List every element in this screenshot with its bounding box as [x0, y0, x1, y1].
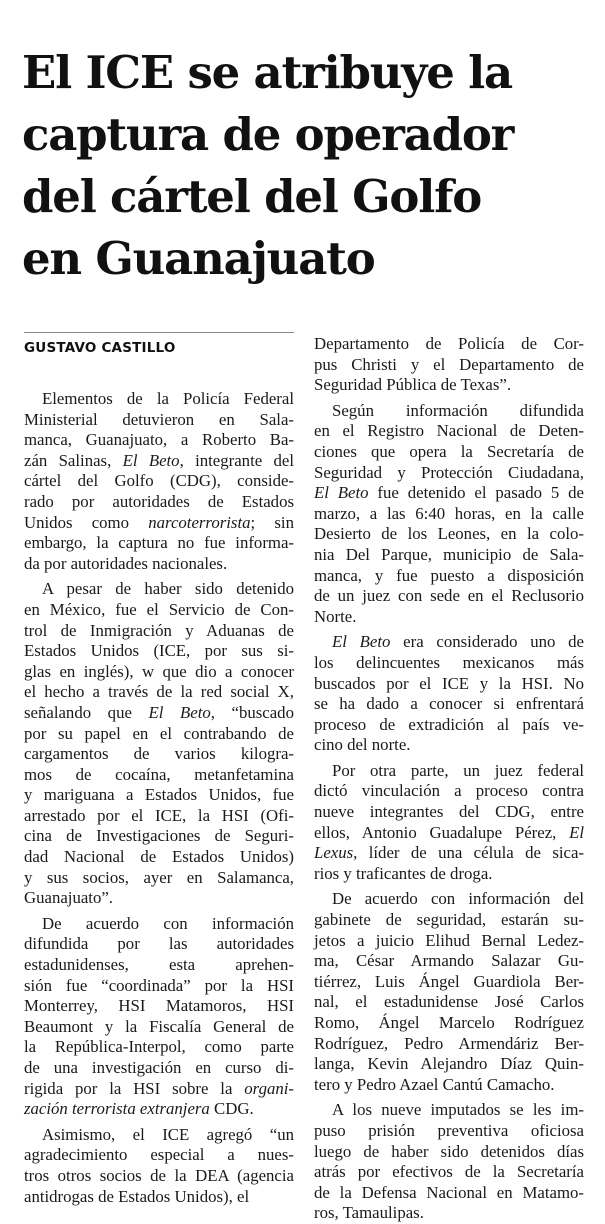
text-line: [314, 442, 584, 463]
text-run: gabinete de seguridad, estarán su-: [314, 910, 584, 930]
text-line: [24, 513, 294, 534]
text-run: nal, el estadunidense José Carlos: [314, 992, 584, 1012]
text-run: antidrogas de Estados Unidos), el: [24, 1186, 250, 1206]
italic-text-run: El Beto: [122, 450, 180, 470]
text-run: luego de haber sido detenidos días: [314, 1141, 584, 1161]
text-line: [24, 806, 294, 827]
text-line: [24, 1058, 294, 1079]
text-line: [24, 641, 294, 662]
text-run: estadunidenses, esta aprehen-: [24, 955, 294, 975]
text-line: [24, 471, 294, 492]
italic-text-run: zación terrorista extranjera: [24, 1099, 210, 1119]
text-run: Guanajuato”.: [24, 888, 113, 908]
text-line: [24, 600, 294, 621]
headline: [22, 42, 597, 290]
text-run: nueve integrantes del CDG, entre: [314, 802, 584, 822]
text-line: [24, 1079, 294, 1100]
text-run: glas en inglés), w que dio a conocer: [24, 661, 294, 681]
text-run: en México, fue el Servicio de Con-: [24, 599, 294, 619]
text-line: [314, 694, 584, 715]
paragraph: [314, 1100, 584, 1224]
text-run: buscados por el ICE y la HSI. No: [314, 673, 584, 693]
text-line: [24, 976, 294, 997]
text-run: agradecimiento especial a nues-: [24, 1145, 294, 1165]
text-run: se ha dado a conocer si enfrentará: [314, 694, 584, 714]
paragraph: [314, 889, 584, 1095]
text-line: [314, 1054, 584, 1075]
text-line: [314, 992, 584, 1013]
text-line: [314, 401, 584, 422]
text-line: [24, 1125, 294, 1146]
article-column-left: [24, 389, 294, 1207]
text-run: ; sin: [250, 512, 294, 532]
byline: GUSTAVO CASTILLO: [24, 340, 176, 356]
text-line: [24, 914, 294, 935]
text-run: en el Registro Nacional de Deten-: [314, 421, 584, 441]
text-run: los delincuentes mexicanos más: [314, 652, 584, 672]
text-line: [314, 1142, 584, 1163]
text-line: [314, 761, 584, 782]
text-line: [314, 375, 584, 396]
text-run: Departamento de Policía de Cor-: [314, 334, 584, 353]
text-run: A los nueve imputados se les im-: [332, 1100, 584, 1120]
italic-text-run: El Beto: [332, 632, 391, 652]
text-run: da por autoridades nacionales.: [24, 553, 228, 573]
text-line: [314, 421, 584, 442]
text-run: cina de Investigaciones de Seguri-: [24, 826, 294, 846]
text-run: arrestado por el ICE, la HSI (Ofi-: [24, 805, 294, 825]
text-run: ros, Tamaulipas.: [314, 1203, 424, 1223]
text-line: [314, 823, 584, 844]
text-run: Seguridad y Protección Ciudadana,: [314, 462, 584, 482]
text-run: Seguridad Pública de Texas”.: [314, 375, 512, 395]
text-run: Beaumont y la Fiscalía General de: [24, 1016, 294, 1036]
text-run: Monterrey, HSI Matamoros, HSI: [24, 996, 294, 1016]
text-run: mos de cocaína, metanfetamina: [24, 764, 294, 784]
text-run: y mariguana a Estados Unidos, fue: [24, 785, 294, 805]
text-line: [24, 1037, 294, 1058]
headline-line: del cártel del Golfo: [22, 170, 482, 223]
text-run: rios y traficantes de droga.: [314, 863, 493, 883]
text-line: [314, 1013, 584, 1034]
text-line: [24, 621, 294, 642]
text-run: atrás por efectivos de la Secretaría: [314, 1162, 584, 1182]
text-run: Asimismo, el ICE agregó “un: [42, 1124, 294, 1144]
text-run: proceso de extradición al país ve-: [314, 714, 584, 734]
paragraph: [314, 632, 584, 756]
text-run: , “buscado: [210, 702, 294, 722]
text-run: señalando que: [24, 702, 149, 722]
text-line: [314, 735, 584, 756]
paragraph: [24, 914, 294, 1120]
paragraph: [24, 1125, 294, 1207]
text-line: [314, 1075, 584, 1096]
text-line: [24, 492, 294, 513]
italic-text-run: narcoterrorista: [148, 512, 251, 532]
text-run: sión fue “coordinada” por la HSI: [24, 975, 294, 995]
text-run: pus Christi y el Departamento de: [314, 354, 584, 374]
text-line: [314, 715, 584, 736]
text-run: jetos a juicio Elihud Bernal Ledez-: [314, 930, 584, 950]
paragraph: [314, 401, 584, 628]
text-line: [24, 765, 294, 786]
text-line: [24, 703, 294, 724]
text-run: cino del norte.: [314, 735, 411, 755]
text-run: dad Nacional de Estados Unidos): [24, 847, 294, 867]
text-line: [24, 579, 294, 600]
text-line: [314, 1121, 584, 1142]
text-line: [24, 785, 294, 806]
text-run: Por otra parte, un juez federal: [332, 760, 584, 780]
text-line: [24, 682, 294, 703]
text-line: [24, 662, 294, 683]
text-run: fue detenido el pasado 5 de: [368, 483, 584, 503]
text-run: y sus socios, ayer en Salamanca,: [24, 867, 294, 887]
paragraph: [24, 579, 294, 909]
text-line: [24, 554, 294, 575]
text-line: [314, 504, 584, 525]
italic-text-run: Lexus: [314, 843, 354, 863]
text-run: ellos, Antonio Guadalupe Pérez,: [314, 822, 570, 842]
text-line: [314, 910, 584, 931]
text-run: langa, Kevin Alejandro Díaz Quin-: [314, 1054, 584, 1074]
text-run: difundida por las autoridades: [24, 934, 294, 954]
text-line: [24, 451, 294, 472]
text-run: A pesar de haber sido detenido: [42, 579, 294, 599]
text-run: , líder de una célula de sica-: [353, 843, 584, 863]
text-line: [314, 355, 584, 376]
text-line: [24, 996, 294, 1017]
text-run: CDG.: [209, 1099, 254, 1119]
text-run: Elementos de la Policía Federal: [42, 389, 294, 408]
byline-divider: [24, 332, 294, 333]
text-line: [24, 1099, 294, 1120]
italic-text-run: organi-: [244, 1078, 294, 1098]
text-run: el hecho a través de la red social X,: [24, 682, 294, 702]
headline-line: en Guanajuato: [22, 232, 375, 285]
text-run: manca, Guanajuato, a Roberto Ba-: [24, 430, 294, 450]
text-run: Según información difundida: [332, 400, 584, 420]
paragraph: [314, 761, 584, 885]
paragraph: [24, 389, 294, 574]
text-line: [24, 1187, 294, 1208]
text-run: , integrante del: [179, 450, 294, 470]
text-run: puso prisión preventiva oficiosa: [314, 1120, 584, 1140]
text-run: trol de Inmigración y Aduanas de: [24, 620, 294, 640]
text-line: [314, 545, 584, 566]
text-line: [314, 632, 584, 653]
text-line: [24, 888, 294, 909]
text-line: [24, 533, 294, 554]
text-line: [314, 607, 584, 628]
text-run: cargamentos de varios kilogra-: [24, 744, 294, 764]
text-line: [314, 674, 584, 695]
text-line: [314, 334, 584, 355]
text-line: [24, 744, 294, 765]
text-run: la República-Interpol, como parte: [24, 1037, 294, 1057]
text-line: [314, 1203, 584, 1224]
text-run: De acuerdo con información del: [332, 889, 584, 909]
text-run: Unidos como: [24, 512, 149, 532]
text-run: rigida por la HSI sobre la: [24, 1078, 245, 1098]
text-run: tero y Pedro Azael Cantú Camacho.: [314, 1074, 555, 1094]
text-run: Rodríguez, Pedro Armendáriz Ber-: [314, 1033, 584, 1053]
text-run: tros otros socios de la DEA (agencia: [24, 1165, 294, 1185]
text-line: [24, 826, 294, 847]
italic-text-run: El Beto: [148, 702, 211, 722]
article-column-right: [314, 334, 584, 1224]
text-line: [314, 586, 584, 607]
text-line: [314, 931, 584, 952]
text-line: [314, 653, 584, 674]
italic-text-run: El Beto: [314, 483, 369, 503]
text-line: [314, 524, 584, 545]
text-run: ciones que opera la Secretaría de: [314, 441, 584, 461]
text-line: [314, 864, 584, 885]
text-run: embargo, la captura no fue informa-: [24, 533, 294, 553]
text-line: [24, 955, 294, 976]
text-line: [314, 566, 584, 587]
text-line: [24, 430, 294, 451]
text-line: [314, 781, 584, 802]
headline-line: El ICE se atribuye la: [22, 46, 512, 99]
text-line: [24, 1145, 294, 1166]
text-line: [314, 889, 584, 910]
text-line: [314, 1034, 584, 1055]
text-run: rado por autoridades de Estados: [24, 491, 294, 511]
paragraph: [314, 334, 584, 396]
text-line: [314, 951, 584, 972]
text-run: nia Del Parque, municipio de Sala-: [314, 544, 584, 564]
text-line: [314, 802, 584, 823]
text-line: [314, 1162, 584, 1183]
text-run: manca, y fue puesto a disposición: [314, 565, 584, 585]
italic-text-run: El: [569, 822, 584, 842]
text-run: Norte.: [314, 606, 357, 626]
text-line: [314, 843, 584, 864]
text-line: [24, 724, 294, 745]
text-line: [314, 1100, 584, 1121]
text-line: [24, 389, 294, 410]
text-run: era considerado uno de: [390, 632, 584, 652]
text-run: Romo, Ángel Marcelo Rodríguez: [314, 1013, 584, 1032]
text-line: [24, 1166, 294, 1187]
text-run: de la Defensa Nacional en Matamo-: [314, 1182, 584, 1202]
text-line: [24, 868, 294, 889]
text-run: de una investigación en curso di-: [24, 1058, 294, 1077]
text-run: Estados Unidos (ICE, por sus si-: [24, 641, 294, 661]
text-line: [24, 934, 294, 955]
text-run: dictó vinculación a proceso contra: [314, 781, 584, 801]
text-run: cártel del Golfo (CDG), conside-: [24, 471, 294, 491]
text-line: [24, 847, 294, 868]
text-run: De acuerdo con información: [42, 913, 294, 933]
text-run: por su papel en el contrabando de: [24, 723, 294, 743]
text-run: ma, César Armando Salazar Gu-: [314, 951, 584, 971]
text-line: [314, 1183, 584, 1204]
headline-line: captura de operador: [22, 108, 514, 161]
text-run: Desierto de los Leones, en la colo-: [314, 524, 584, 544]
text-line: [314, 463, 584, 484]
text-run: de un juez con sede en el Reclusorio: [314, 586, 584, 606]
text-run: Ministerial detuvieron en Sala-: [24, 409, 294, 429]
text-line: [24, 410, 294, 431]
text-run: marzo, a las 6:40 horas, en la calle: [314, 503, 584, 523]
text-line: [314, 972, 584, 993]
text-run: tiérrez, Luis Ángel Guardiola Ber-: [314, 971, 584, 991]
text-run: zán Salinas,: [24, 450, 123, 470]
text-line: [24, 1017, 294, 1038]
text-line: [314, 483, 584, 504]
